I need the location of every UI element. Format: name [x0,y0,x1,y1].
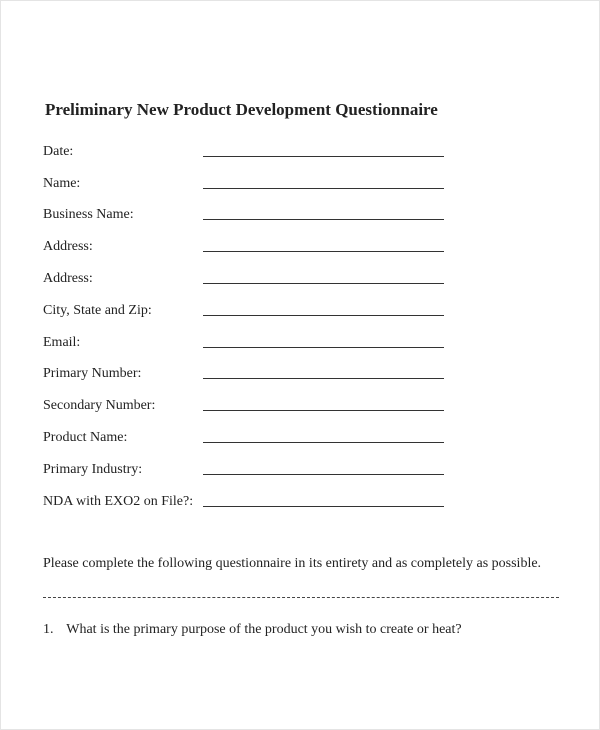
fill-in-line[interactable] [203,410,444,411]
field-row-address-1 [43,239,463,261]
question-item [43,622,462,638]
fill-in-line[interactable] [203,251,444,252]
field-label: City, State and Zip: [43,303,152,318]
field-label: Business Name: [43,207,134,222]
field-label: Address: [43,239,93,254]
field-row-address-2 [43,271,463,293]
field-row-primary-industry [43,462,463,484]
field-row-secondary-number [43,398,463,420]
field-label: Primary Industry: [43,462,143,477]
fill-in-line[interactable] [203,219,444,220]
document-title: Preliminary New Product Development Questionnaire [45,100,438,119]
field-row-primary-number [43,366,463,388]
field-row-name [43,176,463,198]
fill-in-line[interactable] [203,156,444,157]
field-row-business-name [43,207,463,229]
fill-in-line[interactable] [203,378,444,379]
field-label: Name: [43,176,81,191]
field-row-date [43,144,463,166]
field-label: Product Name: [43,430,128,445]
field-row-nda [43,494,463,516]
field-label: Primary Number: [43,366,142,381]
field-label: Address: [43,271,93,286]
fill-in-line[interactable] [203,283,444,284]
fill-in-line[interactable] [203,506,444,507]
field-label: NDA with EXO2 on File?: [43,494,194,509]
field-row-product-name [43,430,463,452]
question-text: What is the primary purpose of the product you wish to create or heat? [66,622,462,637]
fill-in-line[interactable] [203,474,444,475]
fill-in-line[interactable] [203,315,444,316]
field-row-city-state-zip [43,303,463,325]
instructions-text: Please complete the following questionnaire in its entirety and as completely as possible. [43,556,542,571]
fill-in-line[interactable] [203,188,444,189]
question-number: 1. [43,622,54,637]
field-row-email [43,335,463,357]
fill-in-line[interactable] [203,347,444,348]
fill-in-line[interactable] [203,442,444,443]
field-label: Secondary Number: [43,398,156,413]
dashed-divider [43,597,559,598]
field-label: Date: [43,144,74,159]
field-label: Email: [43,335,81,350]
